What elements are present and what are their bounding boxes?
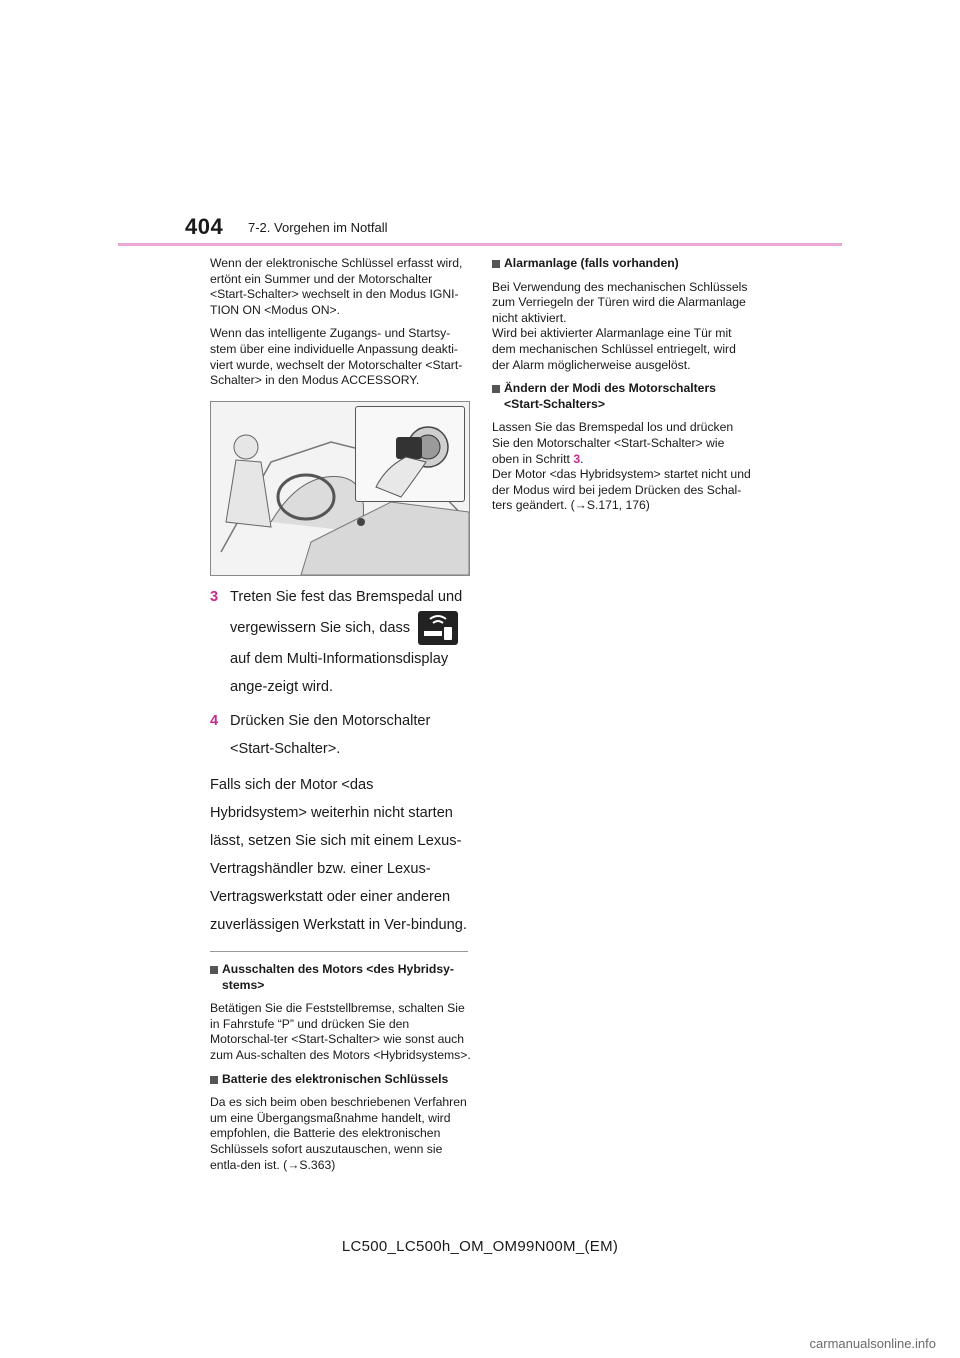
step-4-text: Drücken Sie den Motorschalter <Start-Schalter>. bbox=[230, 713, 431, 757]
section-title: 7-2. Vorgehen im Notfall bbox=[248, 220, 388, 235]
car-interior-illustration bbox=[210, 401, 470, 576]
heading-text: Batterie des elektronischen Schlüssels bbox=[222, 1071, 449, 1086]
steps-block bbox=[210, 577, 472, 1181]
contact-paragraph: Falls sich der Motor <das Hybridsystem> weiterhin nicht starten lässt, setzen Sie sich mit einem Lexus-Vertragshändler bzw. einer Lexus-Vertragswerkstatt oder einer anderen zuverlässigen Werkstatt in Ver-bindung. bbox=[210, 777, 467, 933]
intro-paragraph-2: Wenn das intelligente Zugangs- und Startsy-stem über eine individuelle Anpassung deakti-viert wurde, wechselt der Motorschalter <Start-Schalter> in den Modus ACCESSORY. bbox=[210, 326, 463, 388]
intro-paragraph-1: Wenn der elektronische Schlüssel erfasst wird, ertönt ein Summer und der Motorschalter <Start-Schalter> wechselt in den Modus IGNI-TION ON <Modus ON>. bbox=[210, 256, 463, 317]
heading-text: Ausschalten des Motors <des Hybridsy-stems> bbox=[222, 962, 454, 992]
square-bullet-icon bbox=[492, 260, 500, 268]
hand-pressing-button-drawing bbox=[356, 407, 464, 501]
square-bullet-icon bbox=[210, 1076, 218, 1084]
heading-text-line-2: <Start-Schalters> bbox=[504, 396, 605, 411]
key-battery-text: Da es sich beim oben beschriebenen Verfahren um eine Übergangsmaßnahme handelt, wird empfohlen, die Batterie des elektronischen Schlüssels sofort auszutauschen, wenn sie entla-den ist. (→S.363) bbox=[210, 1095, 467, 1172]
heading-engine-off bbox=[210, 962, 472, 993]
heading-switch-modes bbox=[492, 381, 754, 412]
square-bullet-icon bbox=[210, 966, 218, 974]
key-indicator-glyph bbox=[418, 611, 458, 645]
heading-alarm bbox=[492, 256, 754, 272]
step-number: 3 bbox=[210, 589, 219, 605]
switch-modes-text-a: Lassen Sie das Bremspedal los und drücken Sie den Motorschalter <Start-Schalter> wie oben in Schritt bbox=[492, 420, 734, 466]
section-divider bbox=[210, 951, 468, 952]
heading-key-battery bbox=[210, 1072, 472, 1088]
switch-modes-text-b: . Der Motor <das Hybridsystem> startet nicht und der Modus wird bei jedem Drücken des Schal-ters geändert. (→S.171, 176) bbox=[492, 451, 751, 513]
alarm-text: Bei Verwendung des mechanischen Schlüssels zum Verriegeln der Türen wird die Alarmanlage nicht aktiviert. Wird bei aktivierter Alarmanlage eine Tür mit dem mechanischen Schlüssel entriegelt, wird der Alarm möglicherweise ausgelöst. bbox=[492, 279, 748, 372]
right-column bbox=[492, 256, 754, 522]
heading-text-line-1: Ändern der Modi des Motorschalters bbox=[504, 381, 716, 396]
step-3-text-b: auf dem Multi-Informationsdisplay ange-zeigt wird. bbox=[230, 651, 449, 695]
start-button-inset bbox=[355, 406, 465, 502]
square-bullet-icon bbox=[492, 385, 500, 393]
document-code: LC500_LC500h_OM_OM99N00M_(EM) bbox=[341, 1238, 619, 1255]
step-reference: 3 bbox=[573, 451, 581, 466]
step-3 bbox=[210, 583, 472, 701]
engine-off-text: Betätigen Sie die Feststellbremse, schalten Sie in Fahrstufe “P” und drücken Sie den Motorschal-ter <Start-Schalter> wie sonst auch zum Aus-schalten des Motors <Hybridsystems>. bbox=[210, 1001, 471, 1062]
step-3-text-a: Treten Sie fest das Bremspedal und vergewissern Sie sich, dass bbox=[230, 589, 463, 636]
smart-key-indicator-icon bbox=[418, 611, 458, 645]
header-rule bbox=[118, 243, 842, 246]
page-number: 404 bbox=[185, 214, 224, 239]
heading-text: Alarmanlage (falls vorhanden) bbox=[504, 256, 679, 270]
switch-modes-text bbox=[492, 420, 754, 514]
watermark: carmanualsonline.info bbox=[809, 1336, 936, 1351]
left-column bbox=[210, 256, 472, 397]
step-number: 4 bbox=[210, 713, 219, 729]
step-4 bbox=[210, 707, 472, 763]
